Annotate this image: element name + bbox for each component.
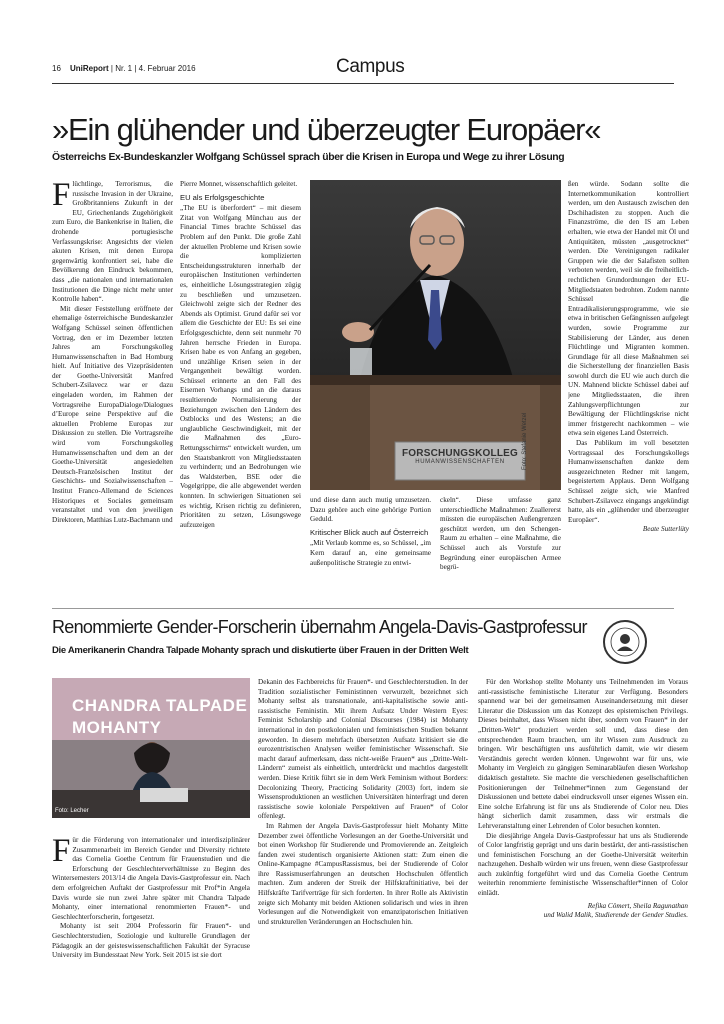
publication-title: UniReport: [70, 64, 109, 73]
article2-dropcap: F: [52, 836, 71, 869]
podium-sign-line2: HUMANWISSENSCHAFTEN: [415, 459, 505, 465]
article1-col2-para2: „The EU is überfordert“ – mit diesem Zitat von Wolfgang Münchau aus der Financial Times brachte Schüssel das Problem auf den Punkt. Die große Zahl der aktuellen Probleme und Krisen sowie die komplizierten Entscheidungsstrukturen innerhalb der europäischen Institutionen verhinderten es, einheitliche Lösungsstrategien zügig zu beschließen und umzusetzen. Gleichwohl zeigte sich der Redner des Abends als Optimist. Grund dafür sei vor allem die Geschichte der EU: Es sei eine Erfolgsgeschichte, denn seit nunmehr 70 Jahren herrsche Frieden in Europa. Krisen habe es von Anfang an gegeben, und unzählige Krisen seien in der Vergangenheit bewältigt worden. Schüssel erinnerte an den Fall des Eisernen Vorhangs und an die daraus resultierende Normalisierung der Beziehungen zwischen den Ländern des Ostblocks und des Westens; an die unglaubliche Geschwindigkeit, mit der die Maßnahmen des „Euro-Rettungsschirms“ entwickelt wurden, um den Staatsbankrott von Mitgliedsstaaten zu verhindern; und an Bedrohungen wie das Waldsterben, BSE oder die Vogelgrippe, die alle abgewendet werden konnten. In schwierigen Situationen sei es wichtig, Krisen richtig zu definieren, Prioritäten zu setzen, Lösungswege aufzuzeigen: [180, 204, 301, 529]
article2-col1-para1: ür die Förderung von internationaler und interdisziplinärer Zusammenarbeit im Bereich Gender und Diversity richtete das Cornelia Goethe Centrum für Frauenstudien und die Erforschung der Geschlechterverhältnisse zu Beginn des Wintersemesters 2013/14 die Angela Davis-Gastprofessur ein. Nach dem erfolgreichen Auftakt der Gastprofessur mit Prof*in Angela Davis wurde sie nun zwei Jahre später mit Chandra Talpade Mohanty, einer international renommierten Frauen*- und Geschlechterforscherin, fortgesetzt.: [52, 836, 250, 921]
article1-col1-para1: lüchtlinge, Terrorismus, die russische Invasion in der Ukraine, Großbritanniens Zukunft in der EU, Griechenlands Zugehörigkeit zum Euro, die Bankenkrise in Italien, die drohende portugiesische Verfassungskrise: Angesichts der vielen akuten Krisen, mit denen Europa gegenwärtig konfrontiert sei, habe die Bevölkerung den Eindruck bekommen, dass „die nationalen und internationalen Institutionen die Dinge nicht mehr unter Kontrolle haben“.: [52, 180, 173, 304]
article2-col2-para1: Dekanin des Fachbereichs für Frauen*- und Geschlechterstudien. In der Tradition sozialistischer Feministinnen verwurzelt, bezeichnet sich Mohanty selbst als transnationale, anti-kapitalistische sowie anti-rassistische Feministin. Mit ihrem Aufsatz Under Western Eyes: Feminist Scholarship and Colonial Discourses (1984) ist Mohanty international in den postkolonialen und feministischen Studien bekannt geworden. In diesem mehrfach übersetzten Aufsatz kritisiert sie die eurozentristischen Analysen weißer feministischer Wissenschaft. Sie macht darauf aufmerksam, dass nicht-weiße Frauen* aus „Dritte-Welt-Ländern“ zumeist als einheitlich, unterdrückt und machtlos dargestellt werden. Diese Kritik führt sie in dem Werk Feminism without Borders: Decolonizing Theory, Practicing Solidarity (2003) fort, indem sie Wissensproduktionen an westlichen Universitäten hinterfragt und deren rassistische sowie koloniale Perspektiven auf Frauen* of Color offenlegt.: [258, 678, 468, 821]
photo-banner-line1: CHANDRA TALPADE: [72, 696, 248, 715]
article1-col3-para1: und diese dann auch mutig umzusetzen. Dazu gehöre auch eine gehörige Portion Geduld.: [310, 496, 431, 524]
article1-author: Beate Sutterlüty: [642, 525, 689, 534]
seal-illustration: [605, 622, 645, 662]
article1-col5-para1: ßen würde. Sodann sollte die Internetkommunikation kontrolliert werden, um den Austausch zwischen den Dschihadisten zu stoppen. Auch die Finanzströme, die den IS am Leben erhalten, wie etwa der Handel mit Öl und Antiquitäten, müssten „ausgetrocknet“ werden. Die Vereinigungen radikaler Gruppen wie die der Salafisten sollten verboten werden, weil sie die freiheitlich-rechtlichen Grundordnungen der EU-Mitgliedstaaten bedrohten. Zudem nannte Schüssel die Entradikalisierungsprogramme, wie sie etwa in britischen Gefängnissen aufgelegt wurden, sowie Programme zur Stabilisierung der Länder, aus denen Flüchtlinge und Migranten kommen. Grundlage für all diese Maßnahmen sei die Sicherstellung der finanziellen Basis sowohl durch die EU wie auch durch die UN. Mahnend blickte Schüssel dabei auf jene Mitgliedsstaaten, die ihren Zahlungsverpflichtungen zur Bewältigung der Flüchtlingskrise nicht immer fristgerecht nachkommen – wie etwa sein eigenes Land Österreich.: [568, 180, 689, 438]
article1-column-5: [568, 180, 689, 618]
article1-col2-para1: Pierre Monnet, wissenschaftlich geleitet.: [180, 180, 298, 188]
page-number: 16: [52, 64, 61, 73]
article2-col2-para2: Im Rahmen der Angela Davis-Gastprofessur hielt Mohanty Mitte Dezember zwei öffentliche Vorlesungen an der Goethe-Universität und bot einen Workshop für Studierende und Promovierende an. Zeitgleich fanden zwei studentisch organisierte Aktionen statt: Zum einen die Online-Kampagne #CampusRassismus, bei der Studierende of Color ihre Rassismuserfahrungen an deutschen Hochschulen öffentlich machten. Zum anderen der Streik der Hilfskraftinitiative, bei der Hilfskräfte Tarifverträge für sich forderten. In ihrer Rolle als Aktivistin zeigte sich Mohanty mit beiden Aktionen solidarisch und wies in ihren Vorlesungen auf die Notwendigkeit von emanzipatorischen Initiativen und strukturellen Veränderungen an Hochschulen hin.: [258, 821, 468, 926]
article1-photo-credit: Foto: Stefanie Wetzel: [522, 412, 528, 470]
angela-davis-seal: [603, 620, 647, 664]
article1-col4-para1: ckeln“. Diese umfasse ganz unterschiedliche Maßnahmen: Zuallererst müssten die europäischen Außengrenzen geschützt werden, um den Schengen-Raum zu erhalten – eine Maßnahme, die Schüssel auch als Vorstufe zur Begründung einer europäischen Armee begrü-: [440, 496, 561, 572]
article2-subheadline: Die Amerikanerin Chandra Talpade Mohanty sprach und diskutierte über Frauen in der Dritten Welt: [52, 645, 469, 656]
header-rule: [52, 83, 674, 84]
article2-column-3: [478, 678, 688, 990]
podium-sign-line1: FORSCHUNGSKOLLEG: [402, 448, 518, 459]
issue-info: | Nr. 1 | 4. Februar 2016: [110, 64, 196, 73]
article1-column-4: [440, 496, 561, 618]
article2-headline: Renommierte Gender-Forscherin übernahm Angela-Davis-Gastprofessur: [52, 617, 587, 637]
podium-sign-text: [398, 448, 522, 465]
article1-subheadline: Österreichs Ex-Bundeskanzler Wolfgang Schüssel sprach über die Krisen in Europa und Wege zu ihrer Lösung: [52, 152, 565, 163]
article2-photo: [52, 678, 250, 818]
article2-col1-para2: Mohanty ist seit 2004 Professorin für Frauen*- und Geschlechterstudien, Soziologie und kulturelle Grundlagen der Pädagogik an der geisteswissenschaftlichen Fakultät der Syracuse University im Bundesstaat New York. Seit 2015 ist sie dort: [52, 922, 250, 960]
publication-name: [70, 64, 196, 73]
article2-column-1: [52, 836, 250, 986]
article1-column-3: [310, 496, 431, 618]
article2-col3-para1: Für den Workshop stellte Mohanty uns Teilnehmenden im Voraus anti-rassistische feministische Literatur zur Verfügung. Besonders spannend war bei der gemeinsamen Auseinandersetzung mit dieser Literatur die Diskussion um das Konzept des epistemischen Privilegs. Dieses beinhaltet, dass Wissen nicht über, sondern von Frauen* in der „Dritten-Welt“ produziert werden soll und, dass diese den entsprechenden Raum brauchen, um ihr Wissen zum Ausdruck zu bringen. Wir beschäftigten uns ausführlich damit, wie wir diesem Verständnis gerecht werden können. Ungewohnt war für uns, wie Mohanty im Vergleich zu gängigen Seminarabläufen diesen Workshop didaktisch gestaltete. Sie machte die verschiedenen gesellschaftlichen Positionierungen der Teilnehmer*innen zum Gegenstand der Diskussionen und bettete dabei eindrucksvoll unser eigenes Wissen ein. Eine solche Erfahrung ist für uns als Studierende of Color neu. Dies hängt sicherlich damit zusammen, dass wir erstmals die Lehrveranstaltung einer Lehrenden of Color besuchen konnten.: [478, 678, 688, 830]
article-divider: [52, 608, 674, 609]
article1-subhead-austria: Kritischer Blick auch auf Österreich: [310, 527, 429, 537]
article2-authors-line2: und Walid Malik, Studierende der Gender Studies.: [543, 911, 688, 920]
article1-column-1: [52, 180, 173, 618]
article2-col3-para2: Die diesjährige Angela Davis-Gastprofessur hat uns als Studierende of Color langfristig geprägt und uns darin bestärkt, der anti-rassistischen und feministischen Forschung an der Goethe-Universität weiterhin nachzugehen. Deshalb würden wir uns freuen, wenn diese Gastprofessur auch zukünftig fortgeführt wird und das Cornelia Goethe Centrum weiterhin renommierte feministische Wissenschaftler*innen of Color einlädt.: [478, 831, 688, 898]
article1-subhead-eu: EU als Erfolgsgeschichte: [180, 192, 265, 202]
article1-column-2: [180, 180, 301, 618]
article2-photo-credit: Foto: Lecher: [55, 808, 89, 814]
article2-authors-line1: Refika Cömert, Sheila Ragunathan: [587, 901, 688, 910]
article1-col3-para2: „Mit Verlaub komme es, so Schüssel, „im Kern darauf an, eine gemeinsame außenpolitische Strategie zu entwi-: [310, 539, 431, 567]
article1-dropcap: F: [52, 180, 71, 213]
article1-headline: »Ein glühender und überzeugter Europäer«: [52, 112, 601, 147]
article2-column-2: [258, 678, 468, 984]
article1-col5-para2: Das Publikum im voll besetzten Vortragssaal des Forschungskollegs Humanwissenschaften dankte dem ausgezeichneten Redner mit langem, begeistertem Applaus. Denn Wolfgang Schüssel zeigte sich, wie Manfred Schubert-Zsilavecz eingangs angekündigt hatte, als ein „glühender und überzeugter Europäer“.: [568, 439, 689, 524]
photo-banner-line2: MOHANTY: [72, 718, 162, 737]
section-title: Campus: [336, 56, 405, 77]
article1-col1-para2: Mit dieser Feststellung eröffnete der ehemalige österreichische Bundeskanzler Wolfgang Schüssel seinen öffentlichen Vortrag, den er im Dezember letzten Jahres am Forschungskolleg Humanwissenschaften in Bad Homburg hielt. Auf Initiative des Vizepräsidenten der Goethe-Universität Manfred Schubert-Zsilavecz war er dazu eingeladen worden, im Rahmen der Vortragsreihe EuropaDialoge/Dialogues d’Europe seine Perspektive auf die aktuellen Probleme Europas zur Diskussion zu stellen. Die Vortragsreihe wird vom Forschungskolleg Humanwissenschaften und dem an der Goethe-Universität angesiedelten Deutsch-Französischen Institut der Geschichts- und Sozialwissenschaften – Institut Franco-Allemand de Sciences Historiques et Sociales gemeinsam veranstaltet und von den jeweiligen Direktoren, Matthias Lutz-Bachmann und: [52, 304, 173, 524]
